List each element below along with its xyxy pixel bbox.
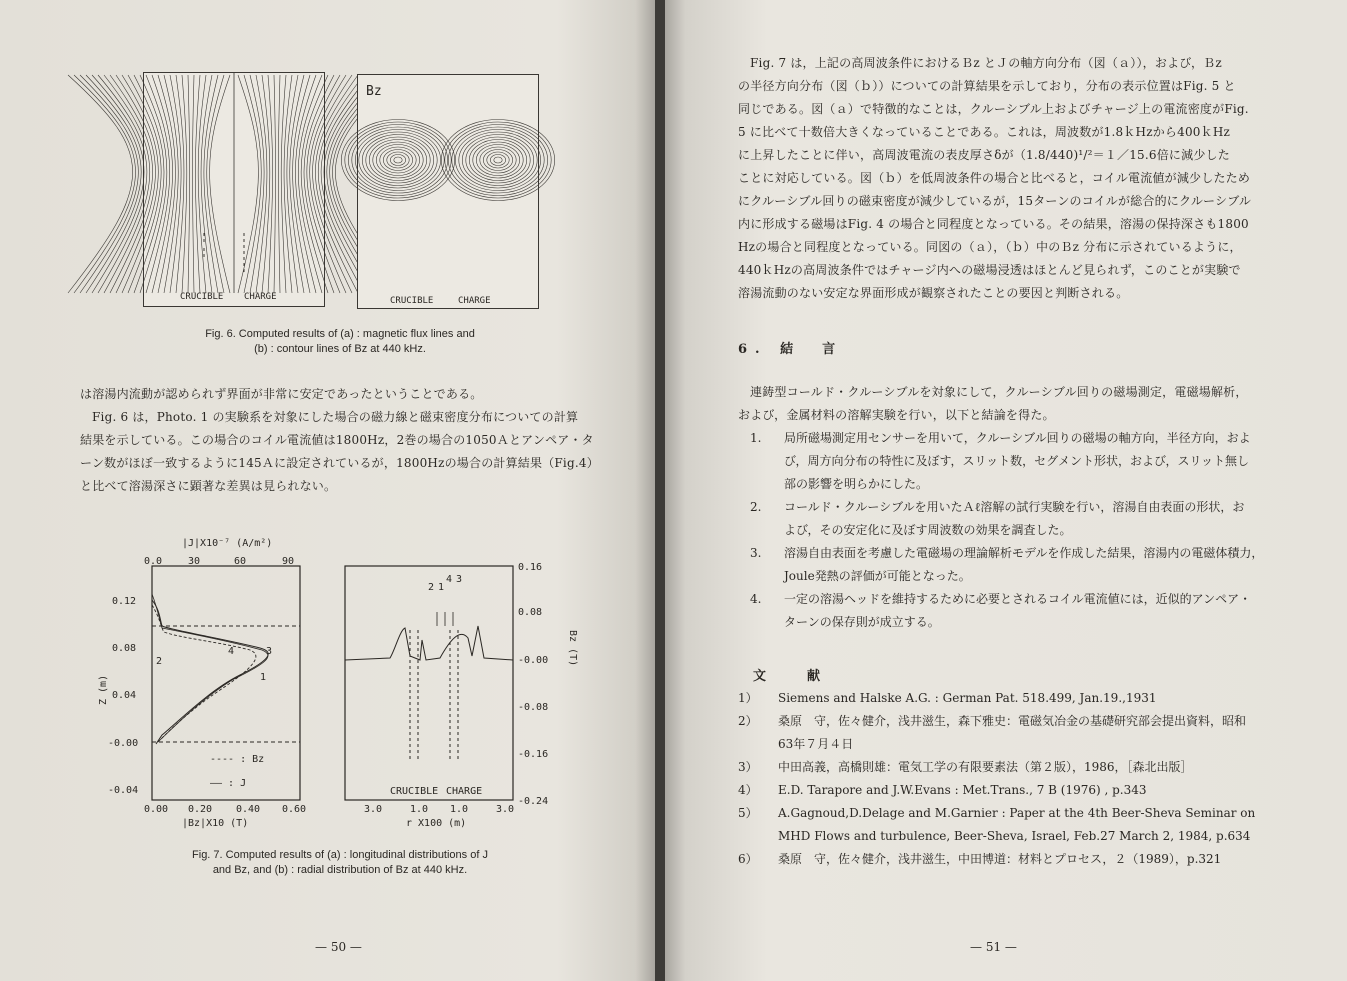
book-gutter (655, 0, 665, 981)
list-item (738, 687, 1298, 710)
conclusion-intro-line2: および，金属材料の溶解実験を行い，以下と結論を得た。 (738, 408, 1055, 422)
reference-text-line: 63年７月４日 (778, 737, 854, 751)
conclusion-number: 3. (750, 546, 762, 560)
fig7a-legend-bz: ---- : Bz (210, 754, 265, 765)
conclusion-intro (738, 381, 1298, 427)
fig7b-y-tick-4: -0.16 (518, 749, 549, 760)
conclusion-number: 4. (750, 592, 762, 606)
left-body-text (80, 383, 610, 498)
fig6b-charge-label: CHARGE (458, 296, 491, 306)
fig7-caption-line1: Fig. 7. Computed results of (a) : longitudinal distributions of J (192, 849, 488, 861)
list-item (750, 588, 1290, 634)
conclusion-number: 2. (750, 500, 762, 514)
fig7a-top-tick-3: 90 (282, 556, 295, 567)
fig7b-bottom-tick-0: 3.0 (364, 804, 383, 815)
fig7-caption-line2: and Bz, and (b) : radial distribution of Bz at 440 kHz. (212, 864, 468, 876)
fig6b-crucible-label: CRUCIBLE (390, 296, 434, 306)
list-item (738, 848, 1298, 871)
list-item (738, 779, 1298, 802)
right-paragraph-line4: 5 に比べて十数倍大きくなっていることである。これは，周波数が1.8ｋHzから400ｋHz (738, 125, 1231, 139)
right-paragraph-line2: の半径方向分布（図（ｂ））についての計算結果を示しており，分布の表示位置はFig. 5 と (738, 79, 1236, 93)
fig7b-arrow-label-1: 1 (438, 582, 445, 593)
right-paragraph-line7: にクルーシブル回りの磁束密度が減少しているが，15ターンのコイルが総合的にクルーシブル (738, 194, 1252, 208)
left-page (0, 0, 655, 981)
fig7a-y-tick-0: 0.12 (112, 596, 137, 607)
conclusion-text-line: び，周方向分布の特性に及ぼす，スリット数，セグメント形状，および，スリット無し (784, 454, 1250, 468)
fig7a-legend-j: —— : J (210, 778, 247, 789)
reference-list (738, 687, 1298, 871)
fig7a-curve-label-3: 3 (266, 646, 273, 657)
fig7a-top-axis-title: |J|X10⁻⁷ (A/m²) (182, 538, 273, 549)
reference-number: 1） (738, 691, 758, 705)
list-item (738, 756, 1298, 779)
fig6a-flux-lines (144, 73, 324, 306)
reference-text-line: 桑原 守，佐々健介，浅井滋生，森下雅史：電磁気冶金の基礎研究部会提出資料，昭和 (778, 714, 1247, 728)
right-paragraph-line10: 440ｋHzの高周波条件ではチャージ内への磁場浸透はほとんど見られず，このことが実験で (738, 263, 1241, 277)
fig6b-contour-lines (358, 75, 538, 308)
fig6a-charge-label: CHARGE (244, 292, 277, 302)
fig7a-y-tick-2: 0.04 (112, 690, 137, 701)
left-paragraph2-line4: と比べて溶湯深さに顕著な差異は見られない。 (80, 479, 337, 493)
list-item (750, 542, 1290, 588)
fig7b-arrow-label-4: 4 (446, 574, 453, 585)
conclusion-text-line: Joule発熱の評価が可能となった。 (784, 569, 971, 583)
fig7b-y-label: Bz (T) (567, 630, 578, 667)
fig7b-bottom-axis-title: r X100 (m) (406, 818, 467, 829)
right-paragraph-line1: Fig. 7 は，上記の高周波条件におけるＢz とＪの軸方向分布（図（ａ）），および，Ｂz (750, 56, 1222, 70)
fig7a-top-tick-0: 0.0 (144, 556, 163, 567)
reference-number: 5） (738, 806, 758, 820)
fig7b-charge-label: CHARGE (446, 786, 483, 797)
right-paragraph-line3: 同じである。図（ａ）で特徴的なことは，クルーシブル上およびチャージ上の電流密度がFig. (738, 102, 1249, 116)
list-item (738, 710, 1298, 756)
fig7a-top-tick-1: 30 (188, 556, 201, 567)
fig7b-crucible-label: CRUCIBLE (390, 786, 439, 797)
fig7a-top-tick-2: 60 (234, 556, 247, 567)
right-paragraph-line9: Hzの場合と同程度となっている。同図の（ａ），（ｂ）中のＢz 分布に示されているように， (738, 240, 1242, 254)
fig7b-bottom-tick-3: 3.0 (496, 804, 515, 815)
conclusion-text-line: 部の影響を明らかにした。 (784, 477, 929, 491)
conclusion-text-line: 一定の溶湯ヘッドを維持するために必要とされるコイル電流値には，近似的アンペア・ (784, 592, 1252, 606)
right-paragraph-line5: に上昇したことに伴い，高周波電流の表皮厚さδが（1.8/440)¹/²＝１／15.6倍に減少した (738, 148, 1230, 162)
fig7a-curve-label-4: 4 (228, 646, 235, 657)
fig6-panel-a (143, 72, 325, 307)
right-paragraph-line6: ことに対応している。図（ｂ）を低周波条件の場合と比べると，コイル電流値が減少したため (738, 171, 1251, 185)
conclusion-text-line: 局所磁場測定用センサーを用いて，クルーシブル回りの磁場の軸方向，半径方向，およ (784, 431, 1251, 445)
reference-text-line: A.Gagnoud,D.Delage and M.Garnier : Paper at the 4th Beer-Sheva Seminar on (778, 806, 1256, 820)
fig7b-y-tick-2: -0.00 (518, 655, 549, 666)
reference-text-line: E.D. Tarapore and J.W.Evans : Met.Trans., 7 B (1976) , p.343 (778, 783, 1147, 797)
fig7b-arrow-label-3: 3 (456, 574, 463, 585)
fig7-plots (100, 530, 580, 830)
fig7b-frame (345, 566, 513, 800)
left-paragraph1: は溶湯内流動が認められず界面が非常に安定であったということである。 (80, 387, 483, 401)
section-heading-references: 文 献 (753, 669, 835, 684)
reference-number: 6） (738, 852, 758, 866)
fig7a-bottom-tick-2: 0.40 (236, 804, 261, 815)
fig6-caption-line2: (b) : contour lines of Bz at 440 kHz. (254, 343, 426, 355)
conclusion-text-line: 溶湯自由表面を考慮した電磁場の理論解析モデルを作成した結果，溶湯内の電磁体積力， (784, 546, 1264, 560)
left-paragraph2-line1: Fig. 6 は，Photo. 1 の実験系を対象にした場合の磁力線と磁束密度分布についての計算 (92, 410, 579, 424)
right-page (665, 0, 1347, 981)
fig7a-curve-label-1: 1 (260, 672, 267, 683)
list-item (738, 802, 1298, 848)
fig7-caption (120, 848, 560, 878)
fig7b-y-tick-3: -0.08 (518, 702, 549, 713)
fig7a-y-tick-3: -0.00 (108, 738, 139, 749)
reference-number: 3） (738, 760, 758, 774)
fig6a-crucible-label: CRUCIBLE (180, 292, 224, 302)
list-item (750, 427, 1290, 496)
right-body-text (738, 52, 1298, 305)
right-paragraph-line11: 溶湯流動のない安定な界面形成が観察されたことの要因と判断される。 (738, 286, 1129, 300)
conclusion-text-line: コールド・クルーシブルを用いたＡℓ溶解の試行実験を行い，溶湯自由表面の形状，お (784, 500, 1245, 514)
fig6-caption (130, 327, 550, 357)
fig7a-curve-label-2: 2 (156, 656, 163, 667)
left-paragraph2-line2: 結果を示している。この場合のコイル電流値は1800Hz，2巻の場合の1050Ａとアンペア・タ (80, 433, 594, 447)
right-page-number: — 51 — (970, 940, 1017, 954)
fig7a-bottom-tick-3: 0.60 (282, 804, 307, 815)
fig7b-y-tick-0: 0.16 (518, 562, 543, 573)
list-item (750, 496, 1290, 542)
reference-number: 4） (738, 783, 758, 797)
fig7a-y-tick-4: -0.04 (108, 785, 139, 796)
fig7b-bottom-tick-1: 1.0 (410, 804, 429, 815)
fig7a-y-tick-1: 0.08 (112, 643, 137, 654)
fig7b-arrow-label-2: 2 (428, 582, 435, 593)
fig6-caption-line1: Fig. 6. Computed results of (a) : magnetic flux lines and (205, 328, 475, 340)
fig6-panel-b (357, 74, 539, 309)
reference-text-line: Siemens and Halske A.G. : German Pat. 518.499, Jan.19.,1931 (778, 691, 1157, 705)
conclusion-text-line: よび，その安定化に及ぼす周波数の効果を調査した。 (784, 523, 1072, 537)
fig7a-bottom-tick-0: 0.00 (144, 804, 169, 815)
section-heading-conclusions: 6. 結 言 (738, 342, 844, 357)
fig7a-bottom-axis-title: |Bz|X10 (T) (182, 818, 249, 829)
reference-text-line: MHD Flows and turbulence, Beer-Sheva, Israel, Feb.27 March 2, 1984, p.634 (778, 829, 1251, 843)
conclusion-intro-line1: 連鋳型コールド・クルーシブルを対象にして，クルーシブル回りの磁場測定，電磁場解析， (750, 385, 1248, 399)
left-paragraph2-line3: ーン数がほぼ一致するように145Ａに設定されているが，1800Hzの場合の計算結果（Fig.4） (80, 456, 599, 470)
fig7a-bottom-tick-1: 0.20 (188, 804, 213, 815)
fig7b-y-tick-5: -0.24 (518, 796, 549, 807)
conclusion-text-line: ターンの保存則が成立する。 (784, 615, 940, 629)
conclusion-number: 1. (750, 431, 762, 445)
reference-text-line: 中田高義，高橋則雄：電気工学の有限要素法（第２版），1986，［森北出版］ (778, 760, 1193, 774)
fig7b-bottom-tick-2: 1.0 (450, 804, 469, 815)
fig7a-y-label: Z (m) (98, 674, 109, 705)
left-page-number: — 50 — (315, 940, 362, 954)
fig7b-y-tick-1: 0.08 (518, 607, 543, 618)
fig6b-bz-label: Bz (366, 84, 382, 99)
conclusion-list (750, 427, 1290, 634)
right-paragraph-line8: 内に形成する磁場はFig. 4 の場合と同程度となっている。その結果，溶湯の保持深さも1800 (738, 217, 1249, 231)
reference-number: 2） (738, 714, 758, 728)
reference-text-line: 桑原 守，佐々健介，浅井滋生，中田博道：材料とプロセス，２（1989），p.321 (778, 852, 1222, 866)
